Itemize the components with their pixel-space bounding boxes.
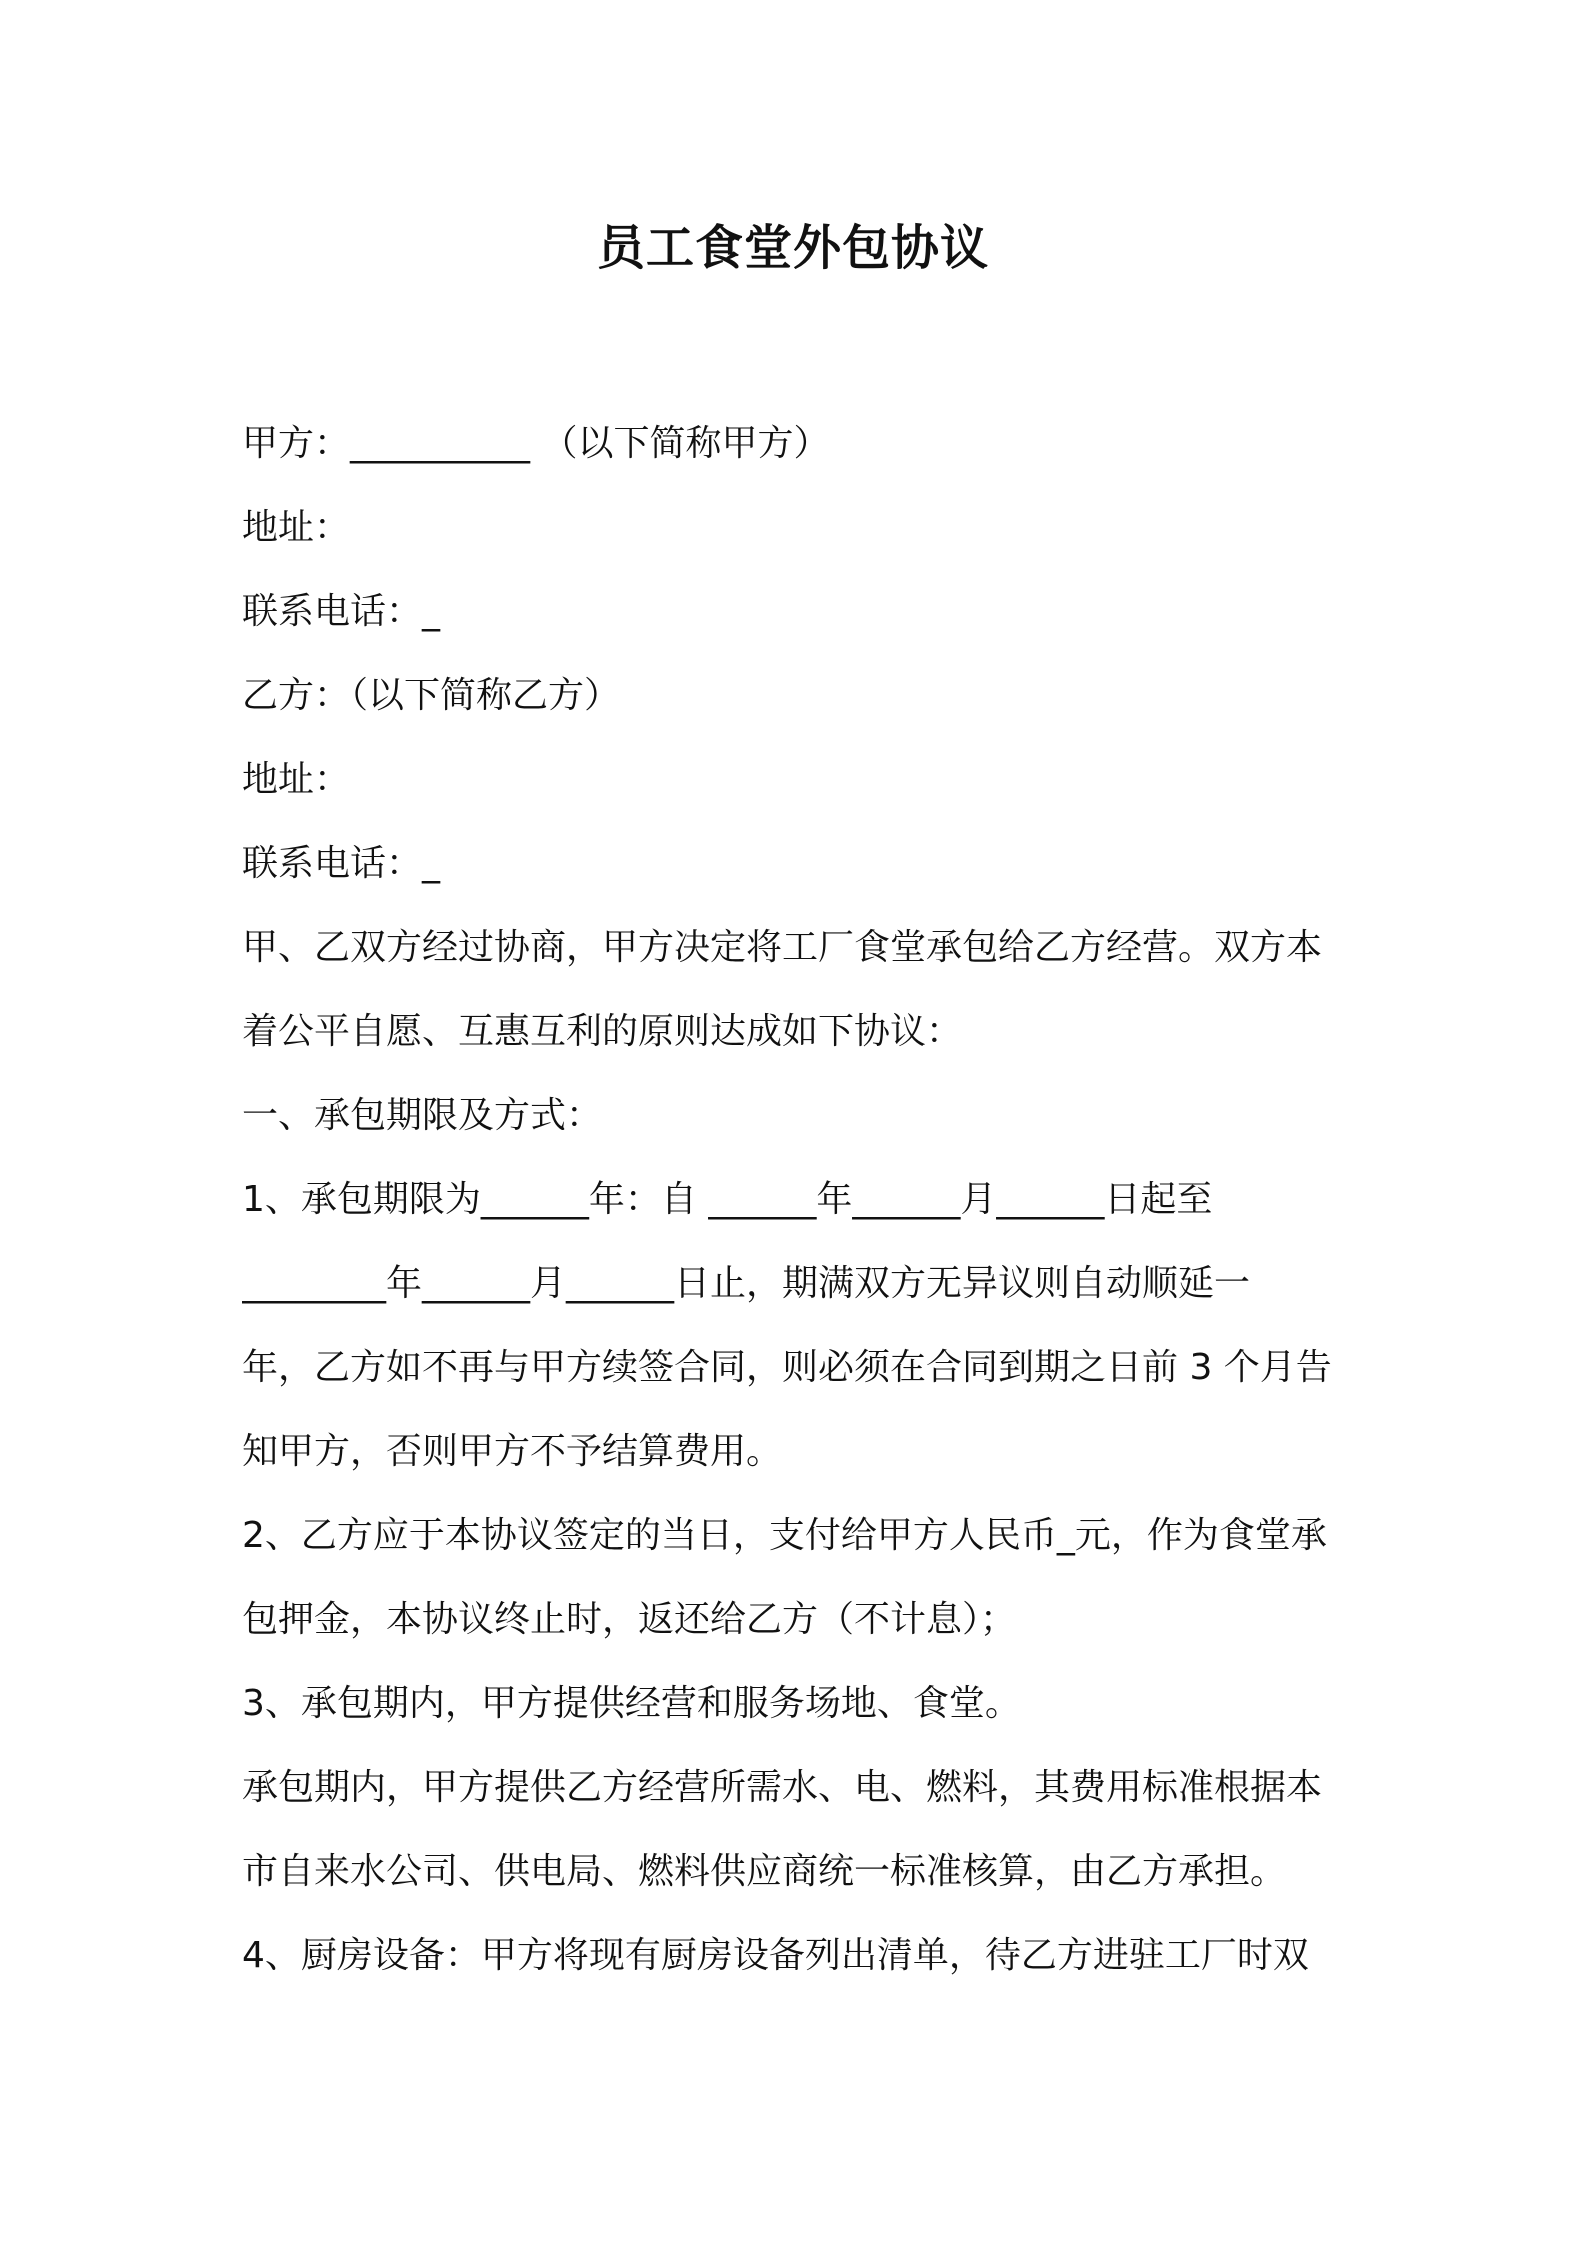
clause-line: 承包期内，甲方提供乙方经营所需水、电、燃料，其费用标准根据本 [242, 1767, 1323, 1808]
clause-line: 年，乙方如不再与甲方续签合同，则必须在合同到期之日前 3 个月告 [242, 1347, 1332, 1388]
clause-line: 2、乙方应于本协议签定的当日，支付给甲方人民币_元，作为食堂承 [242, 1515, 1327, 1556]
clause-line: 市自来水公司、供电局、燃料供应商统一标准核算，由乙方承担。 [242, 1851, 1287, 1892]
party-a-phone-line: 联系电话：_ [242, 591, 441, 632]
party-a-line: 甲方：__________ （以下简称甲方） [242, 423, 830, 464]
clause-line: 包押金，本协议终止时，返还给乙方（不计息）； [242, 1599, 1017, 1640]
document-title: 员工食堂外包协议 [596, 220, 989, 276]
party-b-phone-line: 联系电话：_ [242, 843, 441, 884]
clause-line: ________年______月______日止，期满双方无异议则自动顺延一 [242, 1263, 1251, 1304]
section-heading: 一、承包期限及方式： [242, 1095, 603, 1136]
party-b-address-line: 地址： [242, 759, 351, 800]
intro-paragraph-line: 甲、乙双方经过协商，甲方决定将工厂食堂承包给乙方经营。双方本 [242, 927, 1323, 968]
clause-line: 知甲方，否则甲方不予结算费用。 [242, 1431, 783, 1472]
clause-line: 3、承包期内，甲方提供经营和服务场地、食堂。 [242, 1683, 1021, 1724]
intro-paragraph-line: 着公平自愿、互惠互利的原则达成如下协议： [242, 1011, 963, 1052]
party-b-line: 乙方：（以下简称乙方） [242, 675, 621, 716]
clause-line: 1、承包期限为______年：自 ______年______月______日起至 [242, 1179, 1213, 1220]
party-a-address-line: 地址： [242, 507, 351, 548]
clause-line: 4、厨房设备：甲方将现有厨房设备列出清单，待乙方进驻工厂时双 [242, 1935, 1309, 1976]
document-body [242, 402, 1362, 1998]
